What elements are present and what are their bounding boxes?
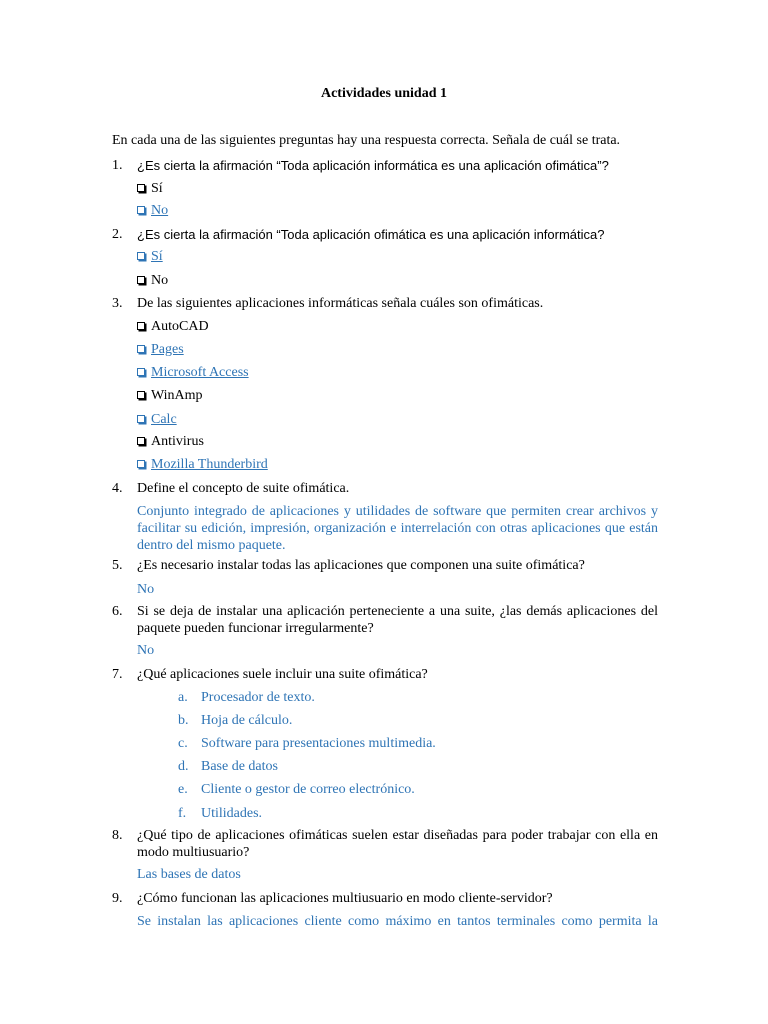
page-title: Actividades unidad 1: [320, 86, 448, 101]
checkbox-square-icon: [137, 206, 145, 214]
checkbox-square-icon: [137, 437, 145, 445]
list-item: Software para presentaciones multimedia.: [201, 736, 436, 751]
question-8-number: 8.: [112, 828, 123, 843]
list-item-letter: e.: [178, 782, 188, 797]
list-item: Base de datos: [201, 759, 278, 774]
question-5-text: ¿Es necesario instalar todas las aplicaciones que componen una suite ofimática?: [137, 558, 585, 573]
question-9-number: 9.: [112, 891, 123, 906]
list-item-letter: a.: [178, 690, 188, 705]
list-item: Utilidades.: [201, 806, 263, 821]
checkbox-square-icon: [137, 276, 145, 284]
question-7-text: ¿Qué aplicaciones suele incluir una suite ofimática?: [137, 667, 428, 682]
checkbox-square-icon: [137, 460, 145, 468]
question-4-answer: Conjunto integrado de aplicaciones y utilidades de software que permiten crear archivos y facilitar su edición, impresión, organización e interrelación con otras aplicaciones que están dentro del mismo paquete.: [137, 504, 658, 553]
question-3-option-pages[interactable]: Pages: [137, 341, 184, 358]
question-8-text: ¿Qué tipo de aplicaciones ofimáticas suelen estar diseñadas para poder trabajar con ella en modo multiusuario?: [137, 828, 658, 860]
question-1-text: ¿Es cierta la afirmación “Toda aplicación informática es una aplicación ofimática”?: [137, 158, 609, 173]
question-6-number: 6.: [112, 604, 123, 619]
list-item-letter: c.: [178, 736, 188, 751]
list-item: Hoja de cálculo.: [201, 713, 293, 728]
question-1-option-si[interactable]: Sí: [137, 180, 163, 197]
list-item-letter: b.: [178, 713, 189, 728]
question-7-number: 7.: [112, 667, 123, 682]
question-1-option-no[interactable]: No: [137, 202, 168, 219]
intro-text: En cada una de las siguientes preguntas hay una respuesta correcta. Señala de cuál se trata.: [112, 133, 621, 148]
checkbox-square-icon: [137, 415, 145, 423]
question-5-answer: No: [137, 582, 155, 597]
question-3-option-calc[interactable]: Calc: [137, 411, 177, 428]
question-3-option-winamp[interactable]: WinAmp: [137, 387, 203, 404]
question-4-text: Define el concepto de suite ofimática.: [137, 481, 350, 496]
question-8-answer: Las bases de datos: [137, 867, 241, 882]
question-3-option-autocad[interactable]: AutoCAD: [137, 318, 209, 335]
question-2-option-si[interactable]: Sí: [137, 248, 163, 265]
list-item: Procesador de texto.: [201, 690, 315, 705]
checkbox-square-icon: [137, 184, 145, 192]
question-6-answer: No: [137, 643, 155, 658]
question-3-option-mozilla-thunderbird[interactable]: Mozilla Thunderbird: [137, 456, 268, 473]
question-9-text: ¿Cómo funcionan las aplicaciones multiusuario en modo cliente-servidor?: [137, 891, 553, 906]
question-3-number: 3.: [112, 296, 123, 311]
question-3-text: De las siguientes aplicaciones informáticas señala cuáles son ofimáticas.: [137, 296, 544, 311]
checkbox-square-icon: [137, 345, 145, 353]
list-item-letter: d.: [178, 759, 189, 774]
list-item-letter: f.: [178, 806, 187, 821]
checkbox-square-icon: [137, 368, 145, 376]
question-9-answer: Se instalan las aplicaciones cliente como máximo en tantos terminales como permita la: [137, 914, 658, 929]
question-2-option-no[interactable]: No: [137, 272, 168, 289]
question-2-number: 2.: [112, 227, 123, 242]
question-3-option-antivirus[interactable]: Antivirus: [137, 433, 204, 450]
checkbox-square-icon: [137, 252, 145, 260]
question-6-text: Si se deja de instalar una aplicación perteneciente a una suite, ¿las demás aplicaciones del paquete pueden funcionar irregularmente?: [137, 604, 658, 636]
list-item: Cliente o gestor de correo electrónico.: [201, 782, 415, 797]
question-2-text: ¿Es cierta la afirmación “Toda aplicación ofimática es una aplicación informática?: [137, 227, 605, 242]
question-3-option-microsoft-access[interactable]: Microsoft Access: [137, 364, 249, 381]
checkbox-square-icon: [137, 322, 145, 330]
question-4-number: 4.: [112, 481, 123, 496]
question-1-number: 1.: [112, 158, 123, 173]
checkbox-square-icon: [137, 391, 145, 399]
question-5-number: 5.: [112, 558, 123, 573]
